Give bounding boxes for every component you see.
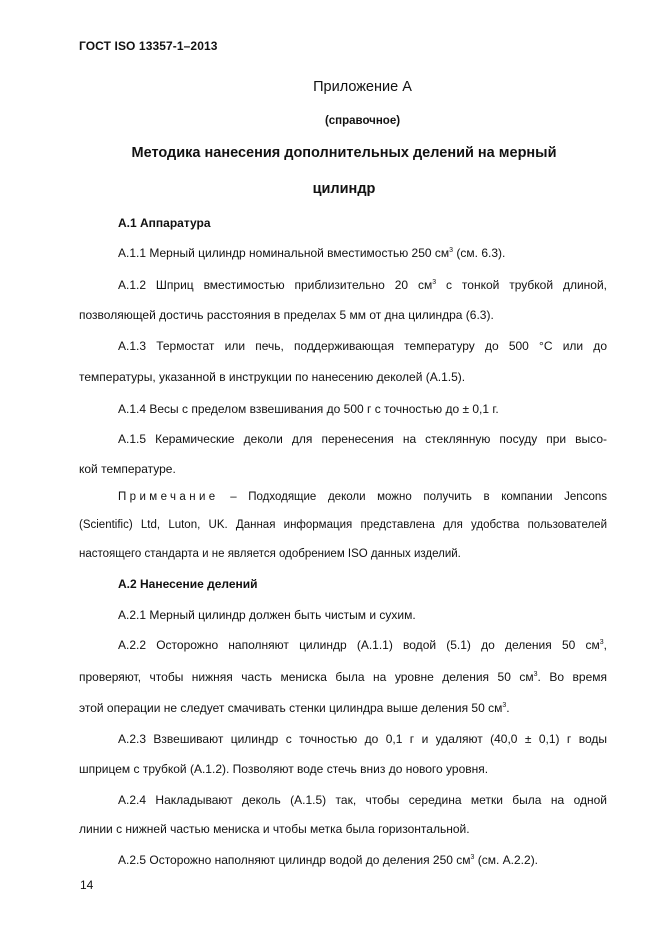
note-line2: (Scientific) Ltd, Luton, UK. Данная информация представлена для удобства пользователей xyxy=(79,519,607,531)
section-a2-title: А.2 Нанесение делений xyxy=(118,577,258,591)
paragraph-a2-3-line2: шприцем с трубкой (А.1.2). Позволяют воде стечь вниз до нового уровня. xyxy=(79,762,489,776)
appendix-type: (справочное) xyxy=(324,115,401,127)
paragraph-a1-2-line1: А.1.2 Шприц вместимостью приблизительно 20 $см^3$ с тонкой трубкой длиной, xyxy=(118,278,607,292)
paragraph-a2-4-line2: линии с нижней частью мениска и чтобы метка была горизонтальной. xyxy=(79,822,470,836)
paragraph-a1-3-line1: А.1.3 Термостат или печь, поддерживающая температуру до 500 °С или до xyxy=(118,339,607,353)
paragraph-a1-5-line2: кой температуре. xyxy=(79,462,176,476)
appendix-heading-line2: цилиндр xyxy=(312,181,376,197)
section-a1-title: А.1 Аппаратура xyxy=(118,216,211,230)
appendix-title: Приложение А xyxy=(313,79,412,95)
note-line3: настоящего стандарта и не является одобрением ISO данных изделий. xyxy=(79,548,461,560)
paragraph-a1-2-line2: позволяющей достичь расстояния в пределах 5 мм от дна цилиндра (6.3). xyxy=(79,308,494,322)
paragraph-a2-3-line1: А.2.3 Взвешивают цилиндр с точностью до 0,1 г и удаляют (40,0 ± 0,1) г воды xyxy=(118,732,607,746)
paragraph-a2-4-line1: А.2.4 Накладывают деколь (А.1.5) так, чтобы середина метки была на одной xyxy=(118,793,607,807)
paragraph-a2-2-line1: А.2.2 Осторожно наполняют цилиндр (А.1.1) водой (5.1) до деления 50 $см^3$, xyxy=(118,638,607,652)
standard-header: ГОСТ ISO 13357-1–2013 xyxy=(79,39,218,53)
paragraph-a1-4: А.1.4 Весы с пределом взвешивания до 500 г с точностью до ± 0,1 г. xyxy=(118,402,499,416)
paragraph-a2-5: А.2.5 Осторожно наполняют цилиндр водой до деления 250 $см^3$ (см. А.2.2). xyxy=(118,853,539,867)
paragraph-a2-2-line3: этой операции не следует смачивать стенки цилиндра выше деления 50 $см^3$. xyxy=(79,701,510,715)
page-number: 14 xyxy=(80,878,94,892)
paragraph-a1-3-line2: температуры, указанной в инструкции по нанесению деколей (А.1.5). xyxy=(79,370,466,384)
paragraph-a2-2-line2: проверяют, чтобы нижняя часть мениска была на уровне деления 50 $см^3$. Во время xyxy=(79,670,608,684)
paragraph-a1-1: А.1.1 Мерный цилиндр номинальной вместимостью 250 $см^3$ (см. 6.3). xyxy=(118,246,506,260)
note-label: Примечание xyxy=(118,491,219,503)
note-line1: Примечание – Подходящие деколи можно получить в компании Jencons xyxy=(118,491,607,503)
paragraph-a2-1: А.2.1 Мерный цилиндр должен быть чистым и сухим. xyxy=(118,608,416,622)
paragraph-a1-5-line1: А.1.5 Керамические деколи для перенесения на стеклянную посуду при высо- xyxy=(118,432,607,446)
appendix-heading-line1: Методика нанесения дополнительных делений на мерный xyxy=(131,145,557,161)
